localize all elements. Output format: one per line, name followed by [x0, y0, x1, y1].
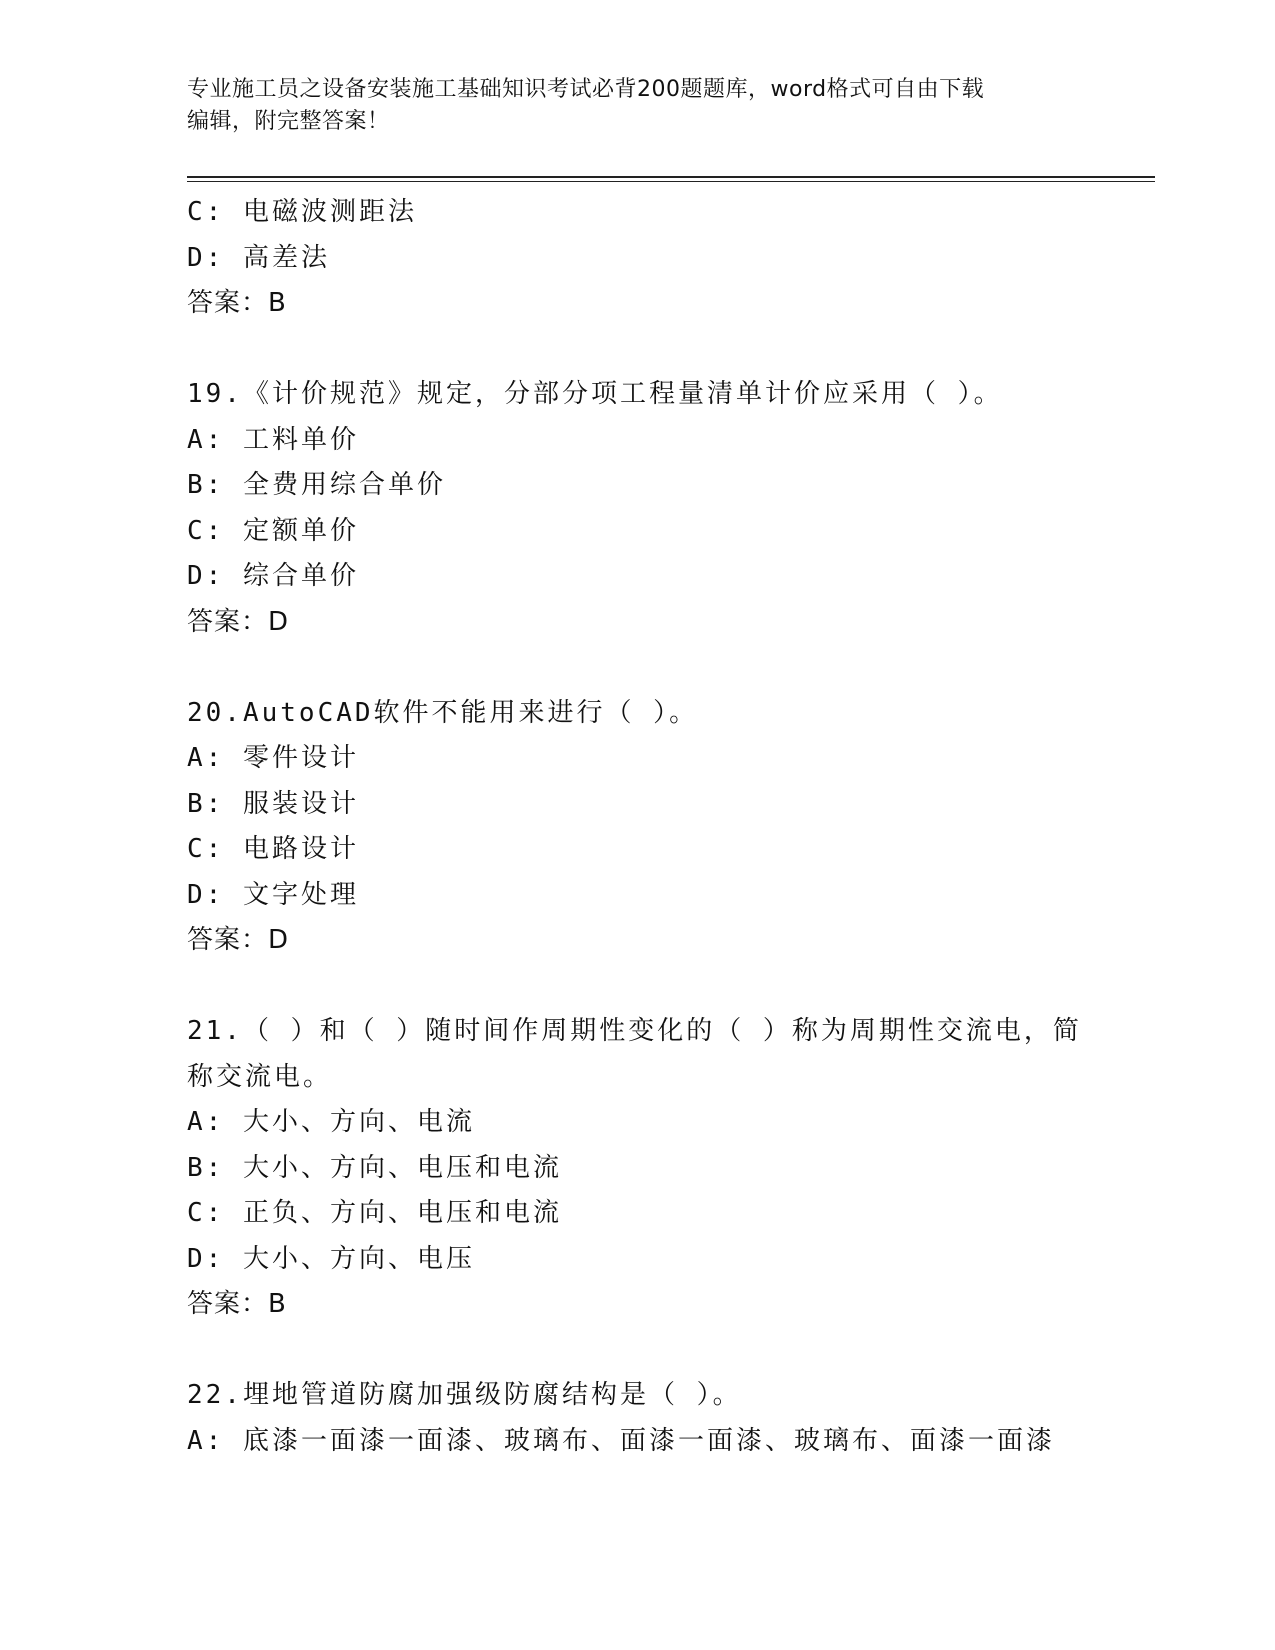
spacer — [187, 964, 1067, 1010]
question-text: 19.《计价规范》规定，分部分项工程量清单计价应采用（ ）。 — [187, 379, 1003, 409]
question-block-20 — [187, 691, 1067, 964]
question-block-18-tail — [187, 190, 1067, 327]
question-text-line-1: 21.（ ）和（ ）随时间作周期性变化的（ ）称为周期性交流电，简 — [187, 1016, 1082, 1046]
option-b: B: 全费用综合单价 — [187, 470, 446, 500]
option-c: C: 电磁波测距法 — [187, 197, 417, 227]
option-a: A: 工料单价 — [187, 424, 359, 455]
option-a: A: 大小、方向、电流 — [187, 1107, 475, 1137]
answer-line: 答案：D — [187, 606, 290, 637]
answer-line: 答案：B — [187, 1289, 287, 1319]
answer-line: 答案：B — [187, 288, 287, 318]
question-block-21 — [187, 1009, 1082, 1328]
spacer — [187, 1328, 1067, 1374]
question-list — [187, 190, 1082, 1464]
option-c: C: 电路设计 — [187, 834, 359, 864]
option-c: C: 正负、方向、电压和电流 — [187, 1198, 562, 1228]
question-text-line-2: 称交流电。 — [187, 1061, 333, 1092]
question-text: 22.埋地管道防腐加强级防腐结构是（ ）。 — [187, 1380, 742, 1410]
question-block-22 — [187, 1373, 1067, 1464]
header-title-line-1: 专业施工员之设备安装施工基础知识考试必背200题题库，word格式可自由下载 — [187, 77, 985, 102]
option-b: B: 大小、方向、电压和电流 — [187, 1152, 562, 1183]
option-b: B: 服装设计 — [187, 788, 359, 819]
header-rule-thin — [187, 181, 1155, 182]
option-d: D: 高差法 — [187, 242, 330, 273]
header-title-line-2: 编辑，附完整答案！ — [187, 109, 390, 134]
question-text: 20.AutoCAD软件不能用来进行（ ）。 — [187, 697, 699, 728]
option-d: D: 大小、方向、电压 — [187, 1243, 475, 1274]
option-a: A: 底漆一面漆一面漆、玻璃布、面漆一面漆、玻璃布、面漆一面漆 — [187, 1425, 1055, 1456]
option-c: C: 定额单价 — [187, 515, 359, 546]
document-header — [187, 74, 1067, 138]
spacer — [187, 327, 1067, 373]
header-rule-thick — [187, 176, 1155, 178]
question-block-19 — [187, 372, 1067, 645]
answer-line: 答案：D — [187, 925, 290, 955]
spacer — [187, 645, 1067, 691]
option-a: A: 零件设计 — [187, 743, 359, 773]
option-d: D: 综合单价 — [187, 561, 359, 591]
option-d: D: 文字处理 — [187, 879, 359, 910]
